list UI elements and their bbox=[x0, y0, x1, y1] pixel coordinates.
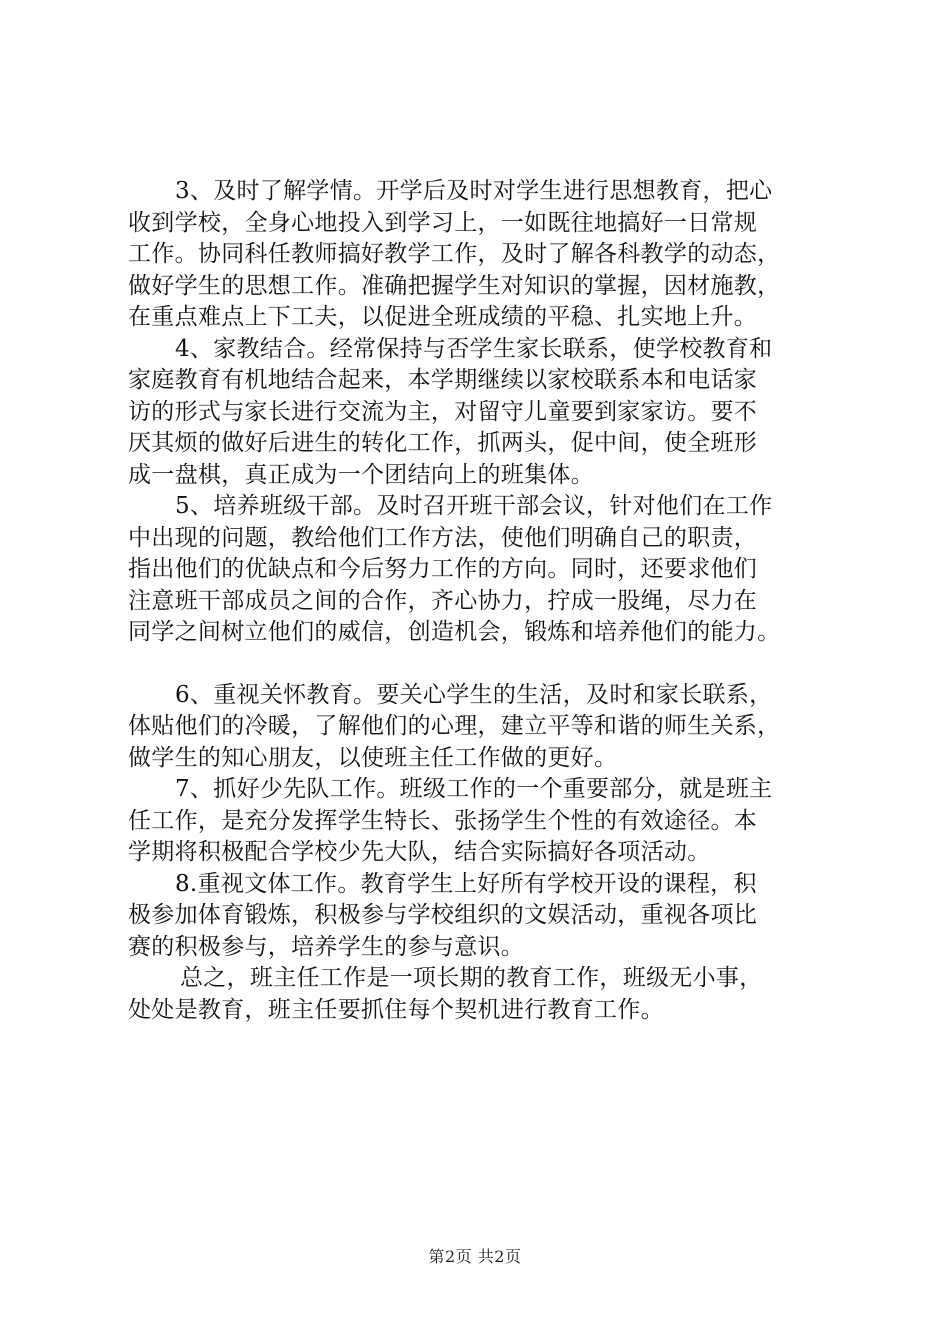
paragraph-line: 在重点难点上下工夫，以促进全班成绩的平稳、扎实地上升。 bbox=[128, 304, 758, 330]
paragraph-line: 8.重视文体工作。教育学生上好所有学校开设的课程，积 bbox=[175, 870, 757, 897]
paragraph-line: 极参加体育锻炼，积极参与学校组织的文娱活动，重视各项比 bbox=[128, 902, 758, 928]
page-footer: 第2页 共2页 bbox=[428, 1247, 522, 1266]
paragraph-spacer bbox=[128, 649, 843, 680]
paragraph-line: 中出现的问题，教给他们工作方法，使他们明确自己的职责， bbox=[128, 524, 758, 551]
paragraph-line: 处处是教育，班主任要抓住每个契机进行教育工作。 bbox=[128, 996, 664, 1023]
paragraph-line: 做好学生的思想工作。准确把握学生对知识的掌握，因材施教， bbox=[128, 272, 781, 299]
paragraph-6 bbox=[128, 680, 843, 775]
paragraph-3 bbox=[128, 176, 843, 334]
paragraph-line: 工作。协同科任教师搞好教学工作，及时了解各科教学的动态， bbox=[128, 241, 781, 267]
paragraph-line: 做学生的知心朋友，以使班主任工作做的更好。 bbox=[128, 744, 618, 771]
paragraph-line: 5、培养班级干部。及时召开班干部会议，针对他们在工作 bbox=[175, 493, 773, 519]
paragraph-line: 收到学校，全身心地投入到学习上，一如既往地搞好一日常规 bbox=[128, 209, 758, 236]
paragraph-line: 总之，班主任工作是一项长期的教育工作，班级无小事， bbox=[180, 965, 763, 991]
paragraph-line: 注意班干部成员之间的合作，齐心协力，拧成一股绳，尽力在 bbox=[128, 587, 758, 614]
paragraph-5 bbox=[128, 491, 843, 649]
paragraph-line: 访的形式与家长进行交流为主，对留守儿童要到家家访。要不 bbox=[128, 398, 758, 425]
paragraph-line: 同学之间树立他们的威信，创造机会，锻炼和培养他们的能力。 bbox=[128, 619, 781, 645]
paragraph-line: 成一盘棋，真正成为一个团结向上的班集体。 bbox=[128, 461, 594, 488]
paragraph-line: 家庭教育有机地结合起来，本学期继续以家校联系本和电话家 bbox=[128, 367, 758, 393]
paragraph-line: 学期将积极配合学校少先大队，结合实际搞好各项活动。 bbox=[128, 839, 711, 865]
paragraph-line: 3、及时了解学情。开学后及时对学生进行思想教育，把心 bbox=[175, 178, 773, 204]
paragraph-line: 体贴他们的冷暖，了解他们的心理，建立平等和谐的师生关系， bbox=[128, 713, 781, 739]
paragraph-8 bbox=[128, 869, 843, 964]
paragraph-conclusion bbox=[128, 963, 843, 1026]
paragraph-4 bbox=[128, 334, 843, 492]
paragraph-line: 7、抓好少先队工作。班级工作的一个重要部分，就是班主 bbox=[175, 776, 773, 802]
paragraph-line: 赛的积极参与，培养学生的参与意识。 bbox=[128, 933, 525, 960]
paragraph-line: 4、家教结合。经常保持与否学生家长联系，使学校教育和 bbox=[175, 335, 773, 362]
paragraph-7 bbox=[128, 774, 843, 869]
paragraph-line: 指出他们的优缺点和今后努力工作的方向。同时，还要求他们 bbox=[128, 556, 758, 582]
document-body bbox=[128, 176, 843, 1026]
paragraph-line: 任工作，是充分发挥学生特长、张扬学生个性的有效途径。本 bbox=[128, 807, 758, 834]
paragraph-line: 6、重视关怀教育。要关心学生的生活，及时和家长联系， bbox=[175, 681, 773, 708]
paragraph-line: 厌其烦的做好后进生的转化工作，抓两头，促中间，使全班形 bbox=[128, 430, 758, 456]
